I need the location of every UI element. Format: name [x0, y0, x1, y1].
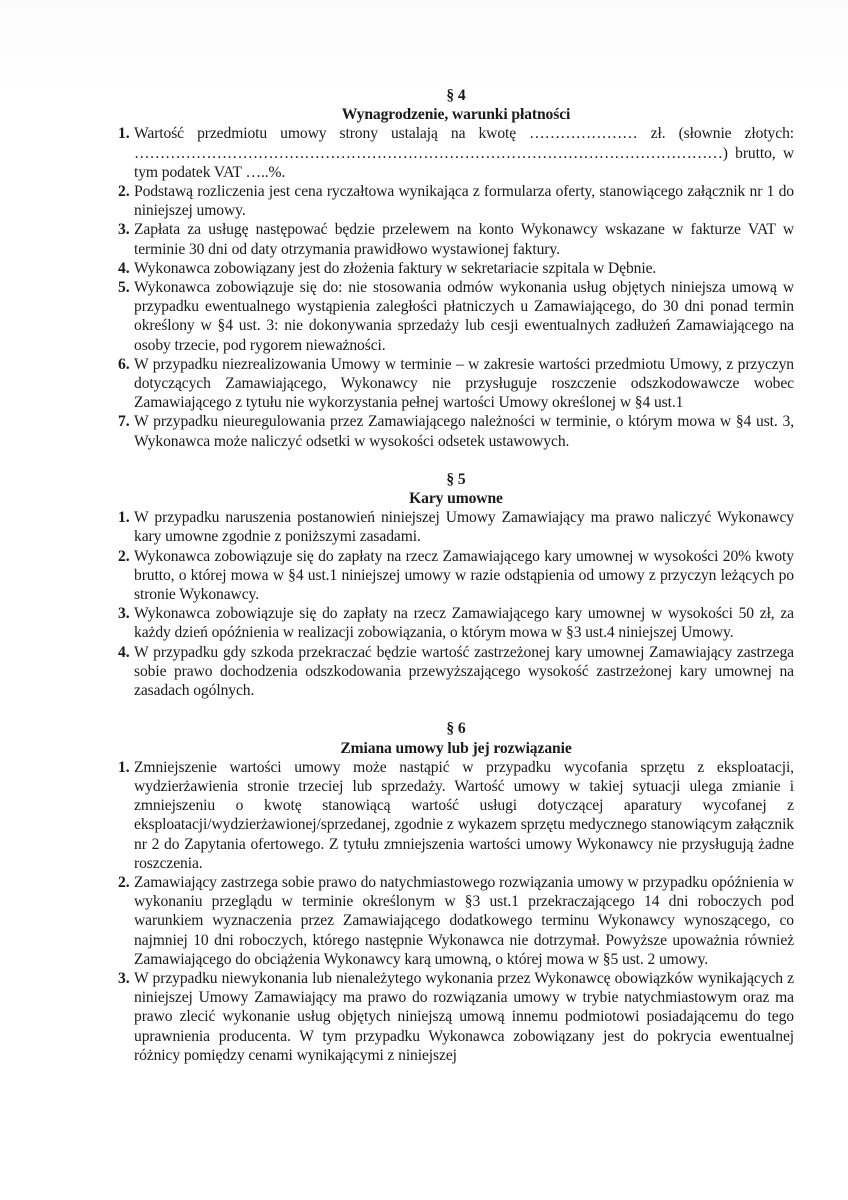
clause [118, 278, 794, 355]
clause-number: 6. [118, 355, 130, 373]
clause [118, 604, 794, 642]
clause-text: Wykonawca zobowiązany jest do złożenia faktury w sekretariacie szpitala w Dębnie. [134, 259, 657, 277]
clause [118, 508, 794, 546]
clause [118, 124, 794, 182]
clause-text: W przypadku gdy szkoda przekraczać będzie wartość zastrzeżonej kary umownej Zamawiający zastrzega sobie prawo dochodzenia odszkodowania przewyższającego wysokość zastrzeżonej kary umownej na zasadach ogólnych. [134, 643, 794, 700]
clause [118, 220, 794, 258]
clause-text: W przypadku nieuregulowania przez Zamawiającego należności w terminie, o którym mowa w §4 ust. 3, Wykonawca może naliczyć odsetki w wysokości odsetek ustawowych. [134, 413, 794, 450]
clause-number: 2. [118, 547, 130, 565]
clause-number: 5. [118, 279, 130, 297]
clause-number: 3. [118, 221, 130, 239]
clause [118, 259, 794, 278]
clause-text: Zapłata za usługę następować będzie przelewem na konto Wykonawcy wskazane w fakturze VAT w terminie 30 dni od daty otrzymania prawidłowo wystawionej faktury. [134, 221, 794, 258]
clause-list [118, 758, 794, 1065]
clause [118, 643, 794, 701]
clause-text: Wykonawca zobowiązuje się do zapłaty na rzecz Zamawiającego kary umownej w wysokości 20% kwoty brutto, o której mowa w §4 ust.1 niniejszej umowy w razie odstąpienia od umowy z przyczyn leżących po stronie Wykonawcy. [134, 547, 794, 604]
clause-text: Zmniejszenie wartości umowy może nastąpić w przypadku wycofania sprzętu z eksploatacji, wydzierżawienia stronie trzeciej lub sprzedaży. Wartość umowy w takiej sytuacji ulega zmianie i zmniejszeniu o kwotę stanowiącą wartość usługi dotyczącej aparatury wycofanej z eksploatacji/wydzierżawionej/sprzedanej, zgodnie z wykazem sprzętu medycznego stanowiącym załącznik nr 2 do Zapytania ofertowego. Z tytułu zmniejszenia wartości umowy Wykonawcy nie przysługują żadne roszczenia. [134, 758, 794, 872]
clause-number: 4. [118, 643, 130, 661]
clause-number: 1. [118, 509, 130, 527]
clause [118, 758, 794, 873]
clause-text: Wykonawca zobowiązuje się do zapłaty na rzecz Zamawiającego kary umownej w wysokości 50 zł, za każdy dzień opóźnienia w realizacji zobowiązania, o którym mowa w §3 ust.4 niniejszej Umowy. [134, 605, 794, 642]
clause [118, 412, 794, 450]
clause [118, 547, 794, 605]
clause-number: 1. [118, 758, 130, 776]
section-4 [118, 86, 794, 451]
clause-number: 3. [118, 969, 130, 987]
clause-text: W przypadku niezrealizowania Umowy w terminie – w zakresie wartości przedmiotu Umowy, z przyczyn dotyczących Zamawiającego, Wykonawcy nie przysługuje roszczenie odszkodowawcze wobec Zamawiającego z tytułu nie wykorzystania pełnej wartości Umowy określonej w §4 ust.1 [134, 355, 794, 412]
clause-text: W przypadku naruszenia postanowień niniejszej Umowy Zamawiający ma prawo naliczyć Wykonawcy kary umowne zgodnie z poniższymi zasadami. [134, 509, 794, 546]
clause [118, 873, 794, 969]
clause-text: W przypadku niewykonania lub nienależytego wykonania przez Wykonawcę obowiązków wynikających z niniejszej Umowy Zamawiający ma prawo do rozwiązania umowy w trybie natychmiastowym oraz ma prawo zlecić wykonanie usług objętych niniejszą umową innemu podmiotowi posiadającemu do tego uprawnienia producenta. W tym przypadku Wykonawca zobowiązany jest do pokrycia ewentualnej różnicy pomiędzy cenami wynikającymi z niniejszej [134, 969, 794, 1064]
clause-number: 7. [118, 413, 130, 431]
section-title: Wynagrodzenie, warunki płatności [341, 106, 571, 124]
section-number: § 5 [446, 470, 466, 488]
clause [118, 969, 794, 1065]
clause-list [118, 124, 794, 450]
clause-number: 3. [118, 605, 130, 623]
section-number: § 6 [446, 720, 466, 738]
clause-number: 4. [118, 259, 130, 277]
clause-number: 2. [118, 183, 130, 201]
clause-text: Podstawą rozliczenia jest cena ryczałtowa wynikająca z formularza oferty, stanowiącego załącznik nr 1 do niniejszej umowy. [134, 183, 794, 220]
clause-text: Wartość przedmiotu umowy strony ustalają na kwotę ………………… zł. (słownie złotych: ……………………………………………………………………………………………………) brutto, w tym podatek VAT …..%. [134, 125, 794, 181]
clause-text: Wykonawca zobowiązuje się do: nie stosowania odmów wykonania usług objętych niniejsza umową w przypadku ewentualnego wystąpienia zaległości płatniczych u Zamawiającego, do 30 dni ponad termin określony w §4 ust. 3: nie dokonywania sprzedaży lub cesji ewentualnych zadłużeń Zamawiającego na osoby trzecie, pod rygorem nieważności. [134, 279, 794, 354]
section-5 [118, 470, 794, 700]
section-6 [118, 719, 794, 1065]
document-content [118, 86, 794, 1084]
section-title: Kary umowne [409, 490, 503, 508]
clause-number: 1. [118, 125, 130, 143]
clause-number: 2. [118, 873, 130, 891]
clause-text: Zamawiający zastrzega sobie prawo do natychmiastowego rozwiązania umowy w przypadku opóźnienia w wykonaniu przeglądu w terminie określonym w §3 ust.1 przekraczającego 14 dni roboczych pod warunkiem wyznaczenia przez Zamawiającego dodatkowego terminu Wykonawcy wynoszącego, co najmniej 10 dni roboczych, którego następnie Wykonawca nie dotrzymał. Powyższe upoważnia również Zamawiającego do obciążenia Wykonawcy karą umowną, o której mowa w §5 ust. 2 umowy. [134, 873, 794, 968]
clause [118, 182, 794, 220]
clause [118, 355, 794, 413]
clause-list [118, 508, 794, 700]
section-title: Zmiana umowy lub jej rozwiązanie [340, 739, 572, 757]
section-number: § 4 [446, 87, 466, 104]
